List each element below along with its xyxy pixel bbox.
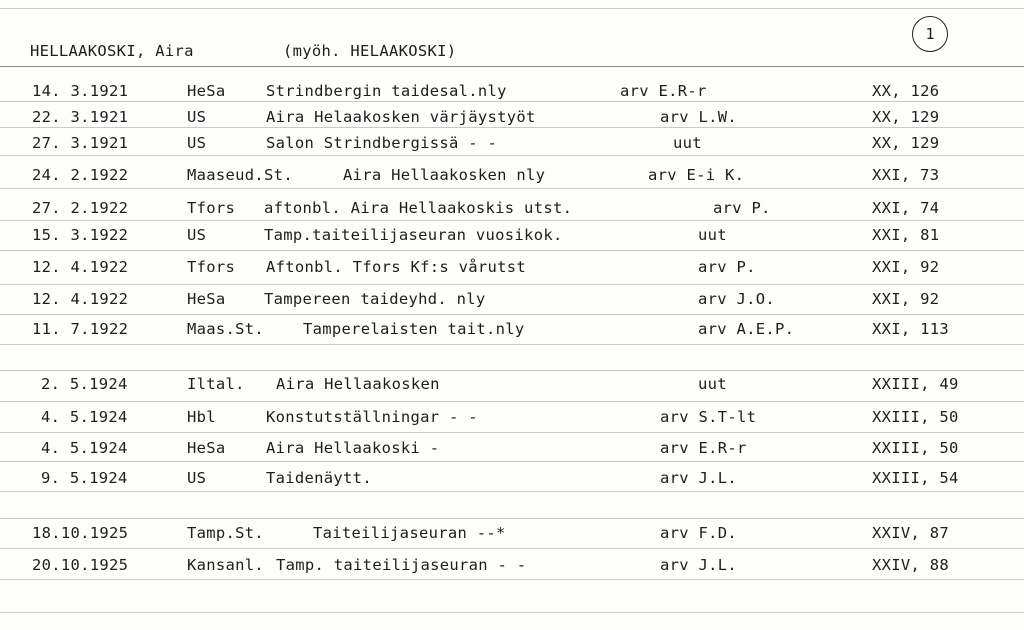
rule-line	[0, 250, 1024, 251]
name-note: (myöh. HELAAKOSKI)	[283, 42, 457, 60]
entry-paper: Maaseud.St.	[187, 166, 293, 184]
entry-date: 22. 3.1921	[32, 108, 129, 126]
entry-date: 4. 5.1924	[41, 439, 128, 457]
entry-title: aftonbl. Aira Hellaakoskis utst.	[264, 199, 573, 217]
entry-paper: Iltal.	[187, 375, 245, 393]
entry-paper: US	[187, 134, 207, 152]
entry-kind: uut	[698, 226, 727, 244]
rule-line	[0, 548, 1024, 549]
entry-title: Aira Hellaakosken nly	[343, 166, 546, 184]
entry-date: 15. 3.1922	[32, 226, 129, 244]
rule-line	[0, 491, 1024, 492]
person-name: HELLAAKOSKI, Aira	[30, 42, 194, 60]
rule-line	[0, 612, 1024, 613]
rule-line	[0, 314, 1024, 315]
entry-date: 12. 4.1922	[32, 258, 129, 276]
entry-ref: XXIII, 49	[872, 375, 959, 393]
entry-ref: XXIV, 88	[872, 556, 950, 574]
entry-kind: arv P.	[713, 199, 771, 217]
rule-line	[0, 188, 1024, 189]
entry-paper: Kansanl.	[187, 556, 265, 574]
entry-date: 4. 5.1924	[41, 408, 128, 426]
entry-ref: XXIV, 87	[872, 524, 950, 542]
entry-date: 14. 3.1921	[32, 82, 129, 100]
rule-line	[0, 127, 1024, 128]
entry-paper: Tfors	[187, 258, 236, 276]
entry-paper: Tamp.St.	[187, 524, 265, 542]
rule-line	[0, 579, 1024, 580]
rule-line	[0, 401, 1024, 402]
entry-paper: HeSa	[187, 290, 226, 308]
entry-date: 11. 7.1922	[32, 320, 129, 338]
entry-title: Tamp. taiteilijaseuran - -	[276, 556, 527, 574]
entry-title: Strindbergin taidesal.nly	[266, 82, 507, 100]
entry-date: 27. 3.1921	[32, 134, 129, 152]
card-number: 1	[912, 16, 948, 52]
entry-kind: arv E.R-r	[620, 82, 707, 100]
entry-ref: XXI, 92	[872, 290, 940, 308]
entry-ref: XXIII, 50	[872, 439, 959, 457]
entry-kind: uut	[698, 375, 727, 393]
entry-paper: HeSa	[187, 82, 226, 100]
entry-title: Tamperelaisten tait.nly	[303, 320, 525, 338]
rule-line	[0, 344, 1024, 345]
entry-title: Aira Hellaakoski -	[266, 439, 440, 457]
rule-line	[0, 518, 1024, 519]
entry-paper: US	[187, 226, 207, 244]
entry-title: Aira Hellaakosken	[276, 375, 440, 393]
entry-title: Tampereen taideyhd. nly	[264, 290, 486, 308]
entry-ref: XX, 129	[872, 108, 940, 126]
entry-kind: arv A.E.P.	[698, 320, 795, 338]
entry-date: 24. 2.1922	[32, 166, 129, 184]
entry-title: Konstutställningar - -	[266, 408, 478, 426]
entry-kind: arv J.L.	[660, 556, 738, 574]
entry-paper: HeSa	[187, 439, 226, 457]
entry-date: 20.10.1925	[32, 556, 129, 574]
rule-line	[0, 101, 1024, 102]
entry-ref: XXIII, 50	[872, 408, 959, 426]
entry-date: 27. 2.1922	[32, 199, 129, 217]
entry-ref: XXI, 73	[872, 166, 940, 184]
entry-paper: US	[187, 469, 207, 487]
entry-title: Tamp.taiteilijaseuran vuosikok.	[264, 226, 563, 244]
entry-title: Aira Helaakosken värjäystyöt	[266, 108, 536, 126]
entry-kind: uut	[673, 134, 702, 152]
rule-line	[0, 8, 1024, 9]
entry-ref: XXI, 92	[872, 258, 940, 276]
rule-line	[0, 155, 1024, 156]
entry-ref: XXI, 81	[872, 226, 940, 244]
entry-paper: Tfors	[187, 199, 236, 217]
rule-line	[0, 370, 1024, 371]
entry-title: Taidenäytt.	[266, 469, 372, 487]
rule-line	[0, 284, 1024, 285]
entry-paper: US	[187, 108, 207, 126]
entry-kind: arv P.	[698, 258, 756, 276]
entry-paper: Hbl	[187, 408, 216, 426]
entry-ref: XX, 126	[872, 82, 940, 100]
entry-ref: XXIII, 54	[872, 469, 959, 487]
entry-kind: arv L.W.	[660, 108, 738, 126]
entry-ref: XX, 129	[872, 134, 940, 152]
entry-kind: arv S.T-lt	[660, 408, 757, 426]
entry-kind: arv J.O.	[698, 290, 776, 308]
entry-kind: arv F.D.	[660, 524, 738, 542]
entry-ref: XXI, 74	[872, 199, 940, 217]
rule-line	[0, 461, 1024, 462]
entry-kind: arv E-i K.	[648, 166, 745, 184]
entry-paper: Maas.St.	[187, 320, 265, 338]
entry-title: Salon Strindbergissä - -	[266, 134, 498, 152]
entry-ref: XXI, 113	[872, 320, 950, 338]
entry-date: 18.10.1925	[32, 524, 129, 542]
entry-date: 9. 5.1924	[41, 469, 128, 487]
entry-title: Aftonbl. Tfors Kf:s vårutst	[266, 258, 527, 276]
entry-kind: arv J.L.	[660, 469, 738, 487]
entry-date: 12. 4.1922	[32, 290, 129, 308]
entry-title: Taiteilijaseuran --*	[313, 524, 506, 542]
rule-line	[0, 220, 1024, 221]
entry-kind: arv E.R-r	[660, 439, 747, 457]
entry-date: 2. 5.1924	[41, 375, 128, 393]
rule-line	[0, 66, 1024, 67]
rule-line	[0, 432, 1024, 433]
